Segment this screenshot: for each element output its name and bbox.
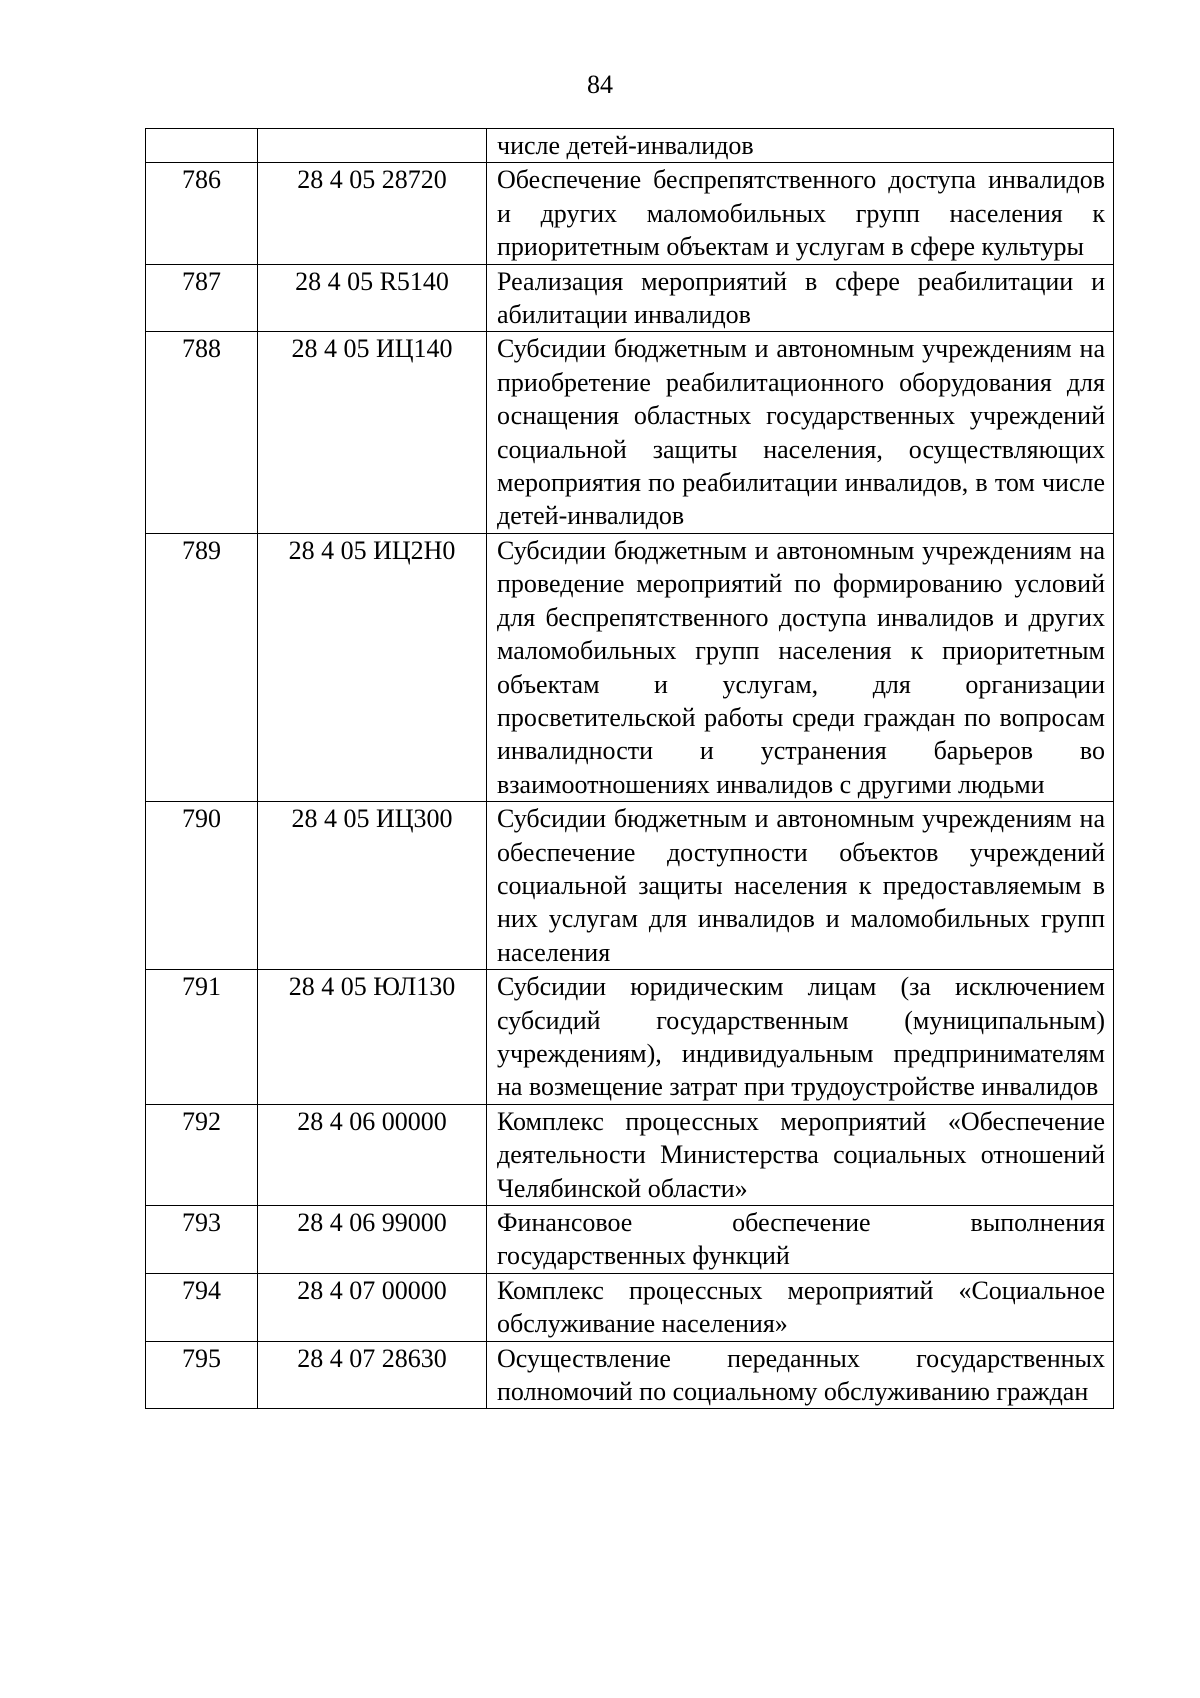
table-row	[146, 332, 1114, 533]
row-description	[487, 1104, 1114, 1205]
classification-code: 28 4 05 ИЦ300	[258, 802, 487, 970]
classification-code: 28 4 05 ИЦ140	[258, 332, 487, 533]
row-description	[487, 129, 1114, 163]
row-description-text: Субсидии юридическим лицам (за исключением субсидий государственным (муниципальным) учреждениям), индивидуальным предпринимателям на возмещение затрат при трудоустройстве инвалидов	[497, 972, 1105, 1102]
row-number	[146, 129, 258, 163]
row-number: 794	[146, 1273, 258, 1341]
classification-code: 28 4 07 28630	[258, 1341, 487, 1409]
table-row	[146, 1273, 1114, 1341]
row-description	[487, 332, 1114, 533]
table-row	[146, 1206, 1114, 1274]
row-number: 791	[146, 970, 258, 1105]
row-description	[487, 1206, 1114, 1274]
row-description-text: Субсидии бюджетным и автономным учреждениям на проведение мероприятий по формированию условий для беспрепятственного доступа инвалидов и других маломобильных групп населения к приоритетным объектам и услугам, для организации просветительской работы среди граждан по вопросам инвалидности и устранения барьеров во взаимоотношениях инвалидов с другими людьми	[497, 535, 1105, 799]
classification-code: 28 4 06 00000	[258, 1104, 487, 1205]
classification-code: 28 4 05 ЮЛ130	[258, 970, 487, 1105]
row-description	[487, 970, 1114, 1105]
row-description	[487, 264, 1114, 332]
row-description	[487, 533, 1114, 801]
row-description	[487, 1273, 1114, 1341]
classification-code: 28 4 06 99000	[258, 1206, 487, 1274]
classification-code: 28 4 05 28720	[258, 163, 487, 264]
row-number: 787	[146, 264, 258, 332]
table-row	[146, 1104, 1114, 1205]
table-row	[146, 970, 1114, 1105]
row-description	[487, 802, 1114, 970]
row-description-text: Реализация мероприятий в сфере реабилитации и абилитации инвалидов	[497, 266, 1105, 330]
row-number: 795	[146, 1341, 258, 1409]
row-number: 793	[146, 1206, 258, 1274]
table-row	[146, 1341, 1114, 1409]
row-description-text: Осуществление переданных государственных полномочий по социальному обслуживанию граждан	[497, 1343, 1105, 1407]
table-row	[146, 264, 1114, 332]
row-number: 788	[146, 332, 258, 533]
row-description-text: Финансовое обеспечение выполнения государственных функций	[497, 1208, 1105, 1271]
classification-code: 28 4 05 R5140	[258, 264, 487, 332]
row-description	[487, 163, 1114, 264]
row-description-text: Комплекс процессных мероприятий «Социальное обслуживание населения»	[497, 1275, 1105, 1339]
row-number: 790	[146, 802, 258, 970]
row-description-text: Субсидии бюджетным и автономным учреждениям на обеспечение доступности объектов учреждений социальной защиты населения к предоставляемым в них услугам для инвалидов и маломобильных групп населения	[497, 804, 1105, 967]
page-number: 84	[587, 70, 613, 99]
row-description-text: Субсидии бюджетным и автономным учреждениям на приобретение реабилитационного оборудования для оснащения областных государственных учреждений социальной защиты населения, осуществляющих мероприятия по реабилитации инвалидов, в том числе детей-инвалидов	[497, 334, 1105, 531]
row-description-text: Комплекс процессных мероприятий «Обеспечение деятельности Министерства социальных отношений Челябинской области»	[497, 1106, 1105, 1203]
table-row	[146, 129, 1114, 163]
classification-code	[258, 129, 487, 163]
budget-classification-table	[145, 128, 1114, 1409]
classification-code: 28 4 07 00000	[258, 1273, 487, 1341]
row-description-text: числе детей-инвалидов	[497, 131, 754, 160]
table-row	[146, 533, 1114, 801]
row-description	[487, 1341, 1114, 1409]
row-description-text: Обеспечение беспрепятственного доступа инвалидов и других маломобильных групп населения к приоритетным объектам и услугам в сфере культуры	[497, 165, 1105, 262]
classification-code: 28 4 05 ИЦ2Н0	[258, 533, 487, 801]
row-number: 786	[146, 163, 258, 264]
row-number: 789	[146, 533, 258, 801]
table-row	[146, 802, 1114, 970]
table-row	[146, 163, 1114, 264]
row-number: 792	[146, 1104, 258, 1205]
